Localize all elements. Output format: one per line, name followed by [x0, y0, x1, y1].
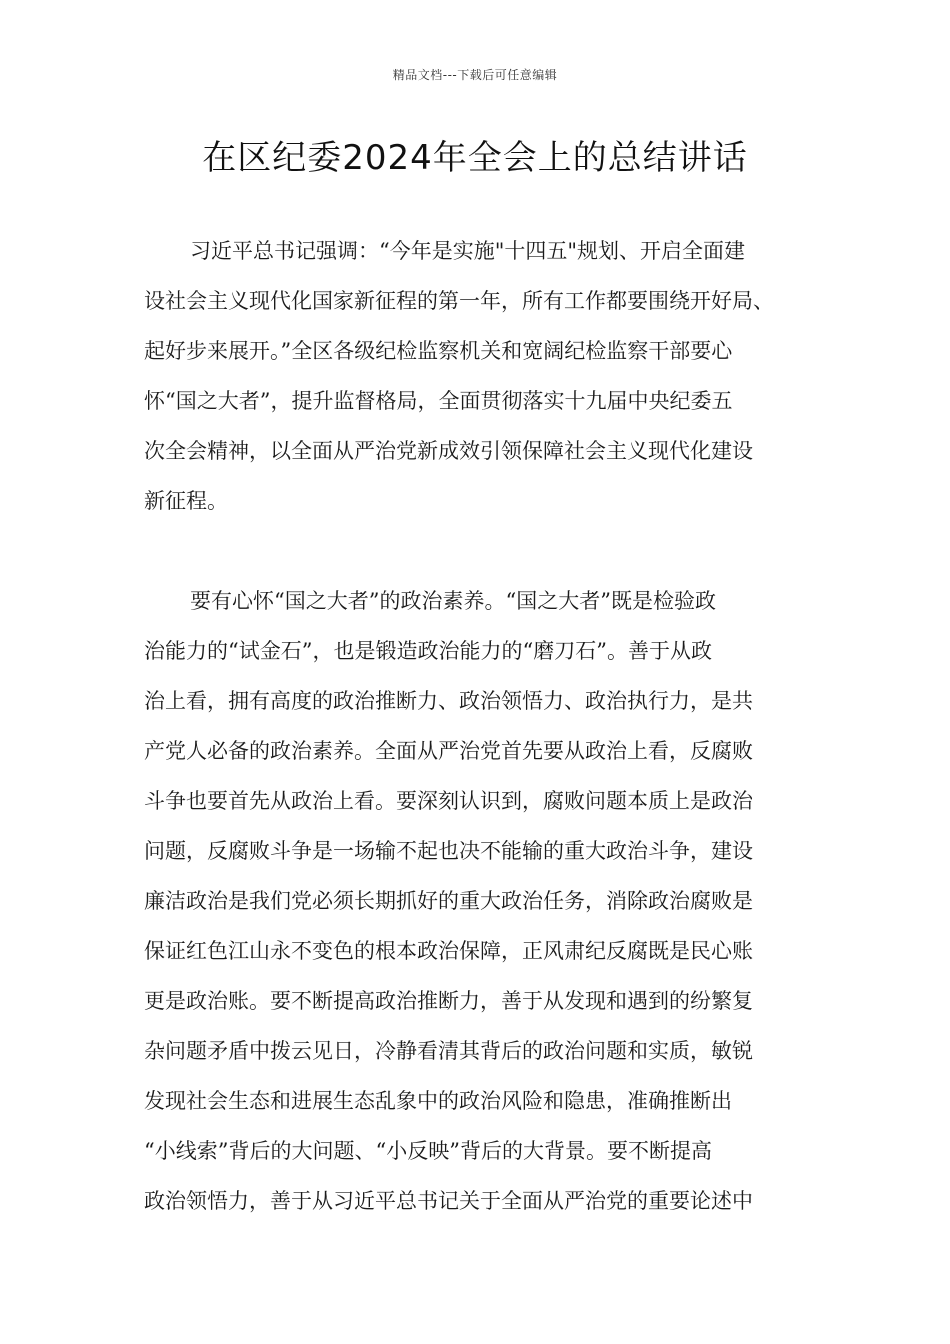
paragraph-2 — [144, 576, 808, 1226]
paragraph-line: 设社会主义现代化国家新征程的第一年，所有工作都要围绕开好局、 — [144, 289, 774, 313]
paragraph-line: 产党人必备的政治素养。全面从严治党首先要从政治上看，反腐败 — [144, 739, 753, 763]
paragraph-line: “小线索”背后的大问题、“小反映”背后的大背景。要不断提高 — [144, 1139, 712, 1163]
header-note: 精品文档---下载后可任意编辑 — [392, 68, 558, 82]
paragraph-line: 发现社会生态和进展生态乱象中的政治风险和隐患，准确推断出 — [144, 1089, 732, 1113]
paragraph-line: 怀“国之大者”，提升监督格局，全面贯彻落实十九届中央纪委五 — [144, 389, 733, 413]
paragraph-line: 治上看，拥有高度的政治推断力、政治领悟力、政治执行力，是共 — [144, 689, 753, 713]
paragraph-line: 起好步来展开。”全区各级纪检监察机关和宽阔纪检监察干部要心 — [144, 339, 733, 363]
paragraph-line: 问题，反腐败斗争是一场输不起也决不能输的重大政治斗争，建设 — [144, 839, 753, 863]
paragraph-line: 次全会精神，以全面从严治党新成效引领保障社会主义现代化建设 — [144, 439, 753, 463]
paragraph-line: 要有心怀“国之大者”的政治素养。“国之大者”既是检验政 — [190, 589, 716, 613]
paragraph-line: 习近平总书记强调：“今年是实施"十四五"规划、开启全面建 — [190, 239, 746, 263]
paragraph-1 — [144, 226, 808, 526]
paragraph-line: 杂问题矛盾中拨云见日，冷静看清其背后的政治问题和实质，敏锐 — [144, 1039, 753, 1063]
document-title: 在区纪委2024年全会上的总结讲话 — [202, 138, 748, 178]
paragraph-line: 政治领悟力，善于从习近平总书记关于全面从严治党的重要论述中 — [144, 1189, 753, 1213]
paragraph-line: 更是政治账。要不断提高政治推断力，善于从发现和遇到的纷繁复 — [144, 989, 753, 1013]
paragraph-line: 斗争也要首先从政治上看。要深刻认识到，腐败问题本质上是政治 — [144, 789, 753, 813]
paragraph-line: 治能力的“试金石”，也是锻造政治能力的“磨刀石”。善于从政 — [144, 639, 712, 663]
paragraph-line: 新征程。 — [144, 489, 228, 513]
paragraph-line: 保证红色江山永不变色的根本政治保障，正风肃纪反腐既是民心账 — [144, 939, 753, 963]
paragraph-line: 廉洁政治是我们党必须长期抓好的重大政治任务，消除政治腐败是 — [144, 889, 753, 913]
